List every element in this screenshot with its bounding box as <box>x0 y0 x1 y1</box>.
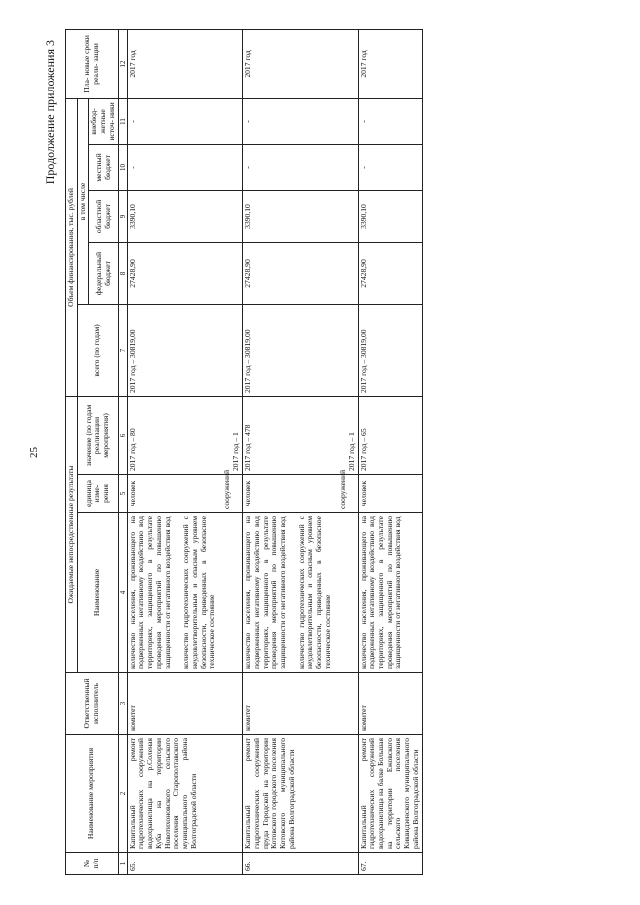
extra-funding: - <box>358 98 422 144</box>
executor: комитет <box>358 673 422 735</box>
federal-funding: 27428,90 <box>127 242 242 304</box>
header-value: значение (по годам реализации мероприятия) <box>77 396 118 474</box>
result-unit: сооружений <box>337 469 347 509</box>
continuation-title: Продолжение приложения 3 <box>43 40 57 185</box>
executor: комитет <box>127 673 242 735</box>
federal-funding: 27428,90 <box>358 242 422 304</box>
col-number: 3 <box>118 673 127 735</box>
result-value: 2017 год – 65 <box>358 396 422 474</box>
result-units <box>243 469 358 513</box>
header-federal: федеральный бюджет <box>89 242 118 304</box>
result-description: количество населения, проживающего на подверженных негативному воздействию вод территориях, защищенного в результате проведения мероприятий по повышению защищенности от негативного воздействия вод <box>243 516 287 669</box>
result-value: 2017 год – 1 <box>231 432 241 471</box>
result-value: 2017 год – 1 <box>346 432 356 471</box>
result-description: количество гидротехнических сооружений с неудовлетворительным и опасным уровнем безопасности, приведенных в безопасное техническое состояние <box>296 516 332 669</box>
regional-funding: 3390,10 <box>243 190 358 242</box>
planned-period: 2017 год <box>358 29 422 98</box>
table-row <box>358 29 422 874</box>
col-number: 8 <box>118 242 127 304</box>
header-executor: Ответственный исполнитель <box>66 673 119 735</box>
header-planned: Пла- новые сроки реали- зации <box>66 29 119 98</box>
result-value: 2017 год – 478 <box>243 424 253 471</box>
header-name: Наименование мероприятия <box>66 735 119 853</box>
column-numbers-row <box>118 29 127 874</box>
result-unit: человек <box>243 480 253 507</box>
header-regional: областной бюджет <box>89 190 118 242</box>
header-including: в том числе <box>77 98 89 304</box>
table-row <box>127 29 242 874</box>
col-number: 7 <box>118 304 127 396</box>
col-number: 9 <box>118 190 127 242</box>
col-number: 11 <box>118 98 127 144</box>
extra-funding: - <box>243 98 358 144</box>
row-number: 66. <box>243 853 358 875</box>
table-row <box>243 29 358 874</box>
header-expected-results: Ожидаемые непосредственные результаты <box>66 396 78 672</box>
local-funding: - <box>127 144 242 190</box>
measure-name: Капитальный ремонт гидротехнических сооружений водохранилища на балке Большая на территории Ежовского сельского поселения Киквидзенского муниципального района Волгоградской области <box>358 735 422 853</box>
page-number: 25 <box>28 447 40 458</box>
result-descriptions <box>127 513 242 673</box>
row-number: 67. <box>358 853 422 875</box>
result-value: 2017 год – 80 <box>127 428 137 471</box>
measure-name: Капитальный ремонт гидротехнических сооружений водохранилища на р.Соленая Куба на территории Новотихоновского сельского поселения Старополтавского муниципального района Волгоградской области <box>127 735 242 853</box>
executor: комитет <box>243 673 358 735</box>
result-unit: человек <box>358 475 422 513</box>
total-funding: 2017 год – 30819,00 <box>127 304 242 396</box>
result-unit: человек <box>127 480 137 507</box>
result-description: количество населения, проживающего на подверженных негативному воздействию вод территориях, защищенного в результате проведения мероприятий по повышению защищенности от негативного воздействия вод <box>358 513 422 673</box>
result-description: количество гидротехнических сооружений с неудовлетворительным и опасным уровнем безопасности, приведенных в безопасное техническое состояние <box>181 516 217 669</box>
total-funding: 2017 год – 30819,00 <box>358 304 422 396</box>
col-number: 10 <box>118 144 127 190</box>
row-number: 65. <box>127 853 242 875</box>
col-number: 4 <box>118 513 127 673</box>
extra-funding: - <box>127 98 242 144</box>
planned-period: 2017 год <box>127 29 242 98</box>
federal-funding: 27428,90 <box>243 242 358 304</box>
measure-name: Капитальный ремонт гидротехнических сооружений пруда Городской на территории Котовского городского поселения Котовского муниципального района Волгоградской области <box>243 735 358 853</box>
col-number: 2 <box>118 735 127 853</box>
result-descriptions <box>243 513 358 673</box>
result-unit: сооружений <box>222 469 232 509</box>
header-result-name: Наименование <box>77 513 118 673</box>
col-number: 5 <box>118 475 127 513</box>
total-funding: 2017 год – 30819,00 <box>243 304 358 396</box>
col-number: 1 <box>118 853 127 875</box>
local-funding: - <box>358 144 422 190</box>
regional-funding: 3390,10 <box>127 190 242 242</box>
regional-funding: 3390,10 <box>358 190 422 242</box>
header-local: местный бюджет <box>89 144 118 190</box>
header-total: всего (по годам) <box>77 304 118 396</box>
result-values <box>127 396 242 474</box>
local-funding: - <box>243 144 358 190</box>
header-unit: единица изме- рения <box>77 475 118 513</box>
header-extra: внебюд- жетные источ- ники <box>89 98 118 144</box>
col-number: 12 <box>118 29 127 98</box>
funding-table <box>65 29 423 875</box>
result-description: количество населения, проживающего на подверженных негативному воздействию вод территориях, защищенного в результате проведения мероприятий по повышению защищенности от негативного воздействия вод <box>127 516 172 669</box>
col-number: 6 <box>118 396 127 474</box>
header-num: № п/п <box>66 853 119 875</box>
result-units <box>127 469 242 513</box>
planned-period: 2017 год <box>243 29 358 98</box>
result-values <box>243 396 358 474</box>
header-funding: Объем финансирования, тыс. рублей <box>66 98 78 396</box>
